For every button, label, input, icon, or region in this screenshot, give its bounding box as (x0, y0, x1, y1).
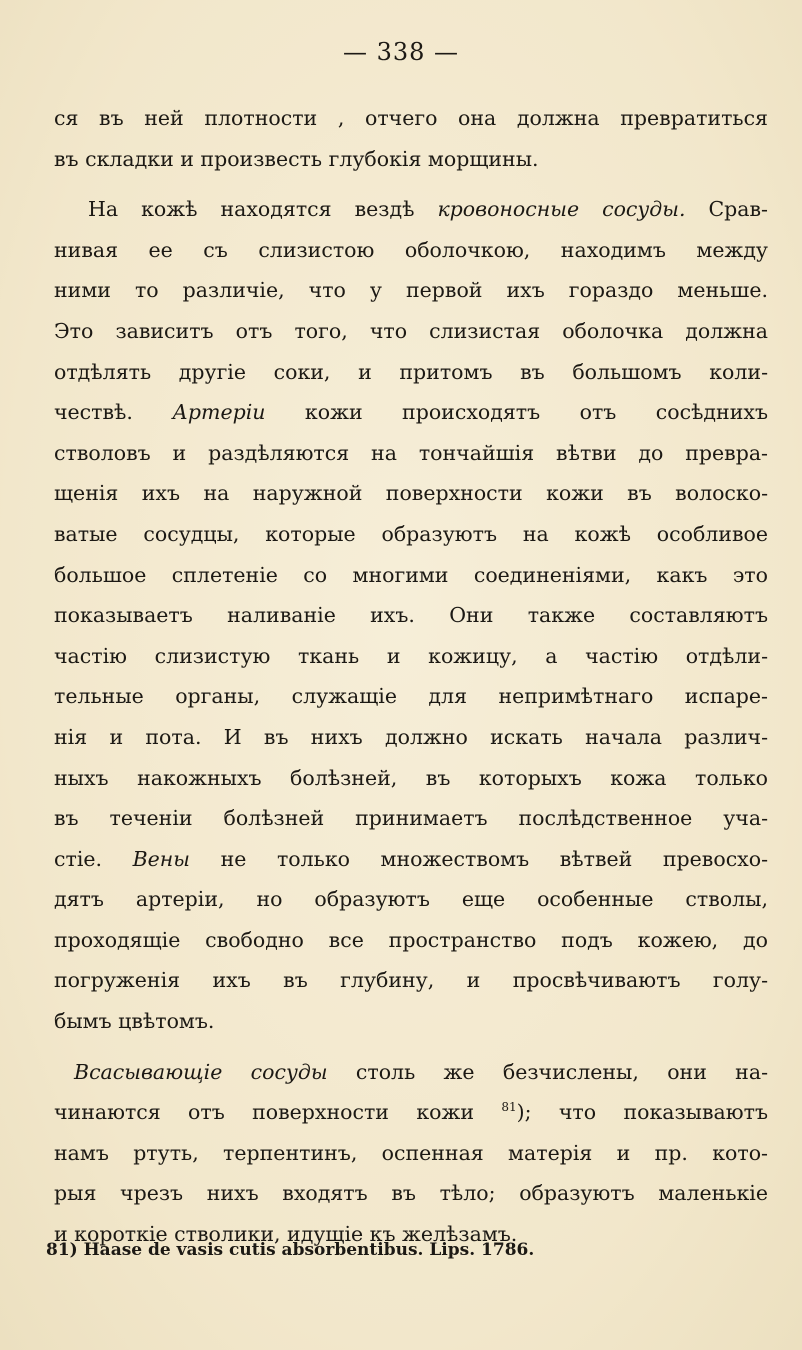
text-segment: и короткіе стволики, идущіе къ желѣзамъ. (54, 1222, 518, 1247)
text-segment: въ теченіи болѣзней принимаетъ послѣдственное уча- (54, 806, 768, 831)
text-segment: рыя чрезъ нихъ входятъ въ тѣло; образуютъ маленькіе (54, 1181, 768, 1206)
text-line (54, 717, 768, 758)
text-line (54, 1052, 768, 1093)
text-segment: въ складки и произвесть глубокія морщины. (54, 146, 539, 171)
text-segment: нія и пота. И въ нихъ должно искать начала различ- (54, 724, 768, 749)
text-line (54, 514, 768, 555)
text-line (54, 1173, 768, 1214)
text-line (54, 311, 768, 352)
text-segment: Срав- (685, 197, 768, 222)
text-segment: столь же безчислены, они на- (327, 1059, 768, 1084)
text-line (54, 676, 768, 717)
text-segment: стволовъ и раздѣляются на тончайшія вѣтви до превра- (54, 440, 768, 465)
text-segment: большое сплетеніе со многими соединеніями, какъ это (54, 562, 768, 587)
text-segment: намъ ртуть, терпентинъ, оспенная матерія и пр. кото- (54, 1140, 768, 1165)
footnote: 81) Haase de vasis cutis absorbentibus. Lips. 1786. (46, 1240, 535, 1260)
text-segment: щенія ихъ на наружной поверхности кожи въ волоско- (54, 481, 768, 506)
text-line (54, 798, 768, 839)
text-line (54, 555, 768, 596)
text-segment: чествѣ. (54, 400, 173, 425)
text-line (54, 839, 768, 880)
text-segment: бымъ цвѣтомъ. (54, 1009, 215, 1034)
text-line (54, 595, 768, 636)
text-line (54, 1092, 768, 1133)
italic-term: Вены (132, 846, 191, 871)
text-segment: ); что показываютъ (516, 1100, 768, 1125)
text-segment: отдѣлять другіе соки, и притомъ въ большомъ коли- (54, 359, 768, 384)
paragraph-gap (54, 1042, 768, 1052)
text-line (54, 1001, 768, 1042)
text-line (54, 758, 768, 799)
italic-term: кровоносные сосуды. (437, 197, 686, 222)
text-segment: тельные органы, служащіе для непримѣтнаго испаре- (54, 684, 768, 709)
text-line (54, 1133, 768, 1174)
text-line (54, 636, 768, 677)
text-line (54, 920, 768, 961)
text-line (54, 879, 768, 920)
text-line (54, 98, 768, 139)
text-segment: частію слизистую ткань и кожицу, а частію отдѣли- (54, 643, 768, 668)
text-segment: ныхъ накожныхъ болѣзней, въ которыхъ кожа только (54, 765, 768, 790)
text-segment: не только множествомъ вѣтвей превосхо- (190, 846, 768, 871)
italic-term: Всасывающіе сосуды (74, 1059, 328, 1084)
paragraph-gap (54, 179, 768, 189)
text-line (54, 139, 768, 180)
text-segment: ся въ ней плотности , отчего она должна превратиться (54, 106, 768, 130)
text-segment: показываетъ наливаніе ихъ. Они также составляютъ (54, 603, 768, 628)
italic-term: Артеріи (172, 400, 266, 425)
text-segment: чинаются отъ поверхности кожи (54, 1100, 502, 1125)
text-line (54, 270, 768, 311)
text-segment: стіе. (54, 846, 133, 871)
text-line (54, 960, 768, 1001)
text-line (54, 433, 768, 474)
text-segment: ватые сосудцы, которые образуютъ на кожѣ особливое (54, 521, 768, 546)
text-segment: дятъ артеріи, но образуютъ еще особенные стволы, (54, 887, 768, 912)
text-segment: проходящіе свободно все пространство подъ кожею, до (54, 927, 768, 952)
text-segment: ними то различіе, что у первой ихъ гораздо меньше. (54, 278, 768, 303)
text-line (54, 189, 768, 230)
text-line (54, 230, 768, 271)
text-segment: Это зависитъ отъ того, что слизистая оболочка должна (54, 318, 768, 343)
page-number: — 338 — (342, 38, 460, 66)
text-line (54, 352, 768, 393)
footnote-ref: 81 (501, 1100, 517, 1115)
text-segment: погруженія ихъ въ глубину, и просвѣчиваютъ голу- (54, 968, 768, 993)
text-segment: На кожѣ находятся вездѣ (88, 197, 438, 222)
text-line (54, 392, 768, 433)
page-text (54, 98, 768, 1255)
text-line (54, 473, 768, 514)
text-segment: кожи происходятъ отъ сосѣднихъ (265, 400, 768, 425)
text-segment: нивая ее съ слизистою оболочкою, находимъ между (54, 237, 768, 262)
